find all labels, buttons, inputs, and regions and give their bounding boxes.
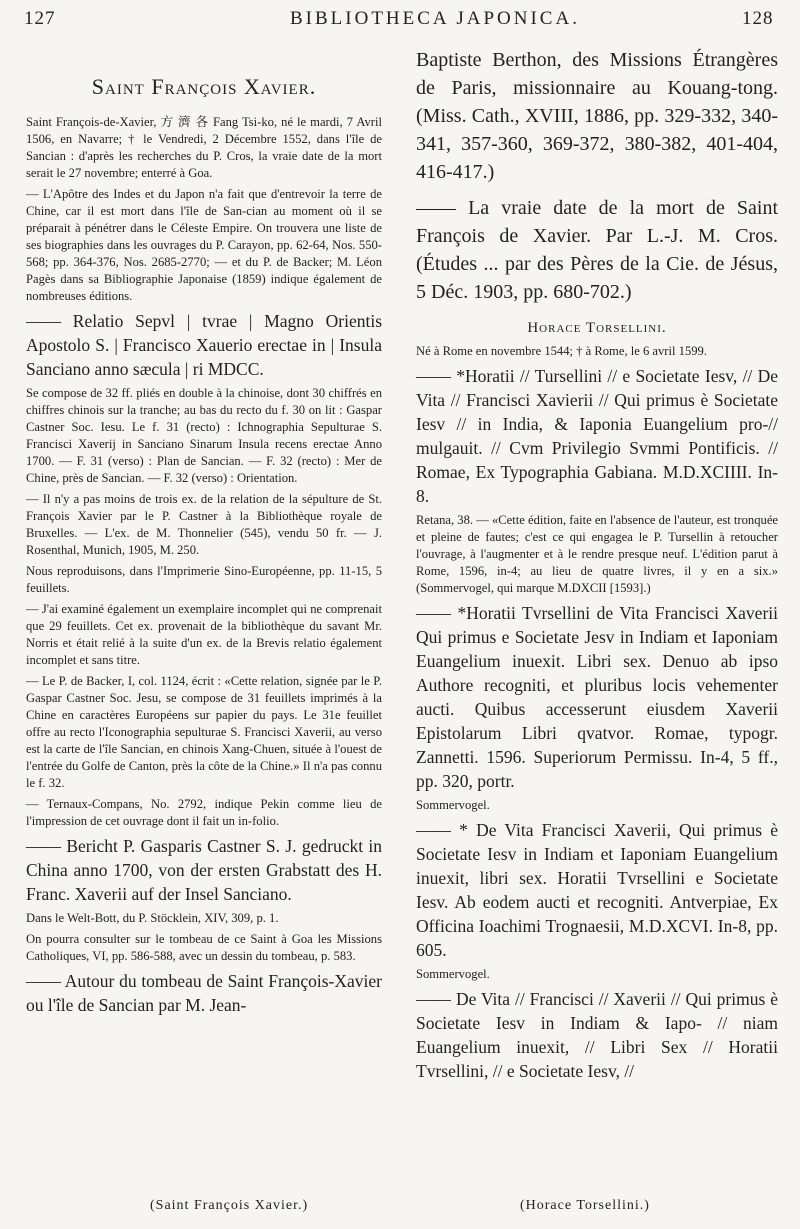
entry-autour-title: —— Autour du tombeau de Saint François-Xavier ou l'île de Sancian par M. Jean- xyxy=(26,971,382,1015)
entry-autour-continued: Baptiste Berthon, des Missions Étrangères de Paris, missionnaire au Kouang-tong. (Miss. Cath., XVIII, 1886, pp. 329-332, 340-341, 357-360, 369-372, 380-382, 401-404, 416-417.) xyxy=(416,49,778,183)
entry-relatio-note: — J'ai examiné également un exemplaire incomplet qui ne comprenait que 29 feuillets. Cet ex. provenait de la bibliothèque du savant Mr. Norris et était relié à la suite d'un ex. de la Brevis relatio également incomplet et sans titre. xyxy=(26,602,382,667)
entry-bericht-title: —— Bericht P. Gasparis Castner S. J. gedruckt in China anno 1700, von der ersten Grabstatt des H. Franc. Xaverii auf der Insel Sanciano. xyxy=(26,836,382,904)
entry-bericht-note: On pourra consulter sur le tombeau de ce Saint à Goa les Missions Catholiques, VI, pp. 586-588, avec un dessin du tombeau, p. 583. xyxy=(26,932,382,963)
entry-bericht-desc: Dans le Welt-Bott, du P. Stöcklein, XIV, 309, p. 1. xyxy=(26,911,279,925)
entry-horatii-1594: —— *Horatii // Tursellini // e Societate Iesv, // De Vita // Francisci Xavierii // Qui primus è Societate Iesv // in India, & Iaponia Euangelium pro-// mulgauit. // Cvm Privilegio Svmmi Pontificis. // Romae, Ex Typographia Gabiana. M.D.XCIIII. In-8. xyxy=(416,366,778,506)
entry-relatio-note: — Il n'y a pas moins de trois ex. de la relation de la sépulture de St. François Xavier par le P. Castner à la Bibliothèque royale de Bruxelles. — L'ex. de M. Thonnelier (545), vendu 50 fr. — J. Rosenthal, Munich, 1905, M. 250. xyxy=(26,492,382,557)
entry-note: Sommervogel. xyxy=(416,798,490,812)
footer-right: (Horace Torsellini.) xyxy=(520,1198,650,1213)
author-bio: Né à Rome en novembre 1544; † à Rome, le 6 avril 1599. xyxy=(416,344,707,358)
entry-vraie-date: —— La vraie date de la mort de Saint François de Xavier. Par L.-J. M. Cros. (Études ... par des Pères de la Cie. de Jésus, 5 Déc. 1903, pp. 680-702.) xyxy=(416,197,778,303)
left-column xyxy=(26,46,382,1021)
entry-note: Retana, 38. — «Cette édition, faite en l'absence de l'auteur, est tronquée et pleine de fautes; c'est ce qui engagea le P. Tursellin à retoucher l'ouvrage, à l'augmenter et à le rendre presque neuf. L'édition parut à Rome, 1596, in-4; au lieu de quatre livres, il y en a six.» (Sommervogel, qui marque M.DXCII [1593].) xyxy=(416,513,778,595)
section-title: Saint François Xavier. xyxy=(91,74,317,99)
entry-note: Sommervogel. xyxy=(416,967,490,981)
page-number-right: 128 xyxy=(742,8,774,29)
entry-relatio-title: —— Relatio Sepvl | tvrae | Magno Orientis Apostolo S. | Francisco Xauerio erectae in | Insula Sanciano anno sæcula | ri MDCC. xyxy=(26,311,382,379)
entry-relatio-note: Nous reproduisons, dans l'Imprimerie Sino-Européenne, pp. 11-15, 5 feuillets. xyxy=(26,564,382,595)
entry-relatio-desc: Se compose de 32 ff. pliés en double à la chinoise, dont 30 chiffrés en chiffres chinois sur la tranche; au bas du recto du f. 30 on lit : Gaspar Castner Soc. Iesu. Le f. 31 (recto) : Ichnographia Sepulturae S. Francisci Xaverij in Sanciano Sinarum Insula recens erectae Anno 1700. — F. 31 (verso) : Plan de Sancian. — F. 32 (recto) : Mer de Chine, près de Sancian. — F. 32 (verso) : Orientation. xyxy=(26,386,382,485)
running-title: BIBLIOTHECA JAPONICA. xyxy=(290,8,580,29)
bio-paragraph: Saint François-de-Xavier, 方 濟 各 Fang Tsi-ko, né le mardi, 7 Avril 1506, en Navarre; † le Vendredi, 2 Décembre 1552, dans l'île de Sancian : d'après les recherches du P. Cros, la vraie date de la mort serait le 27 novembre; enterré à Goa. xyxy=(26,115,382,180)
page-number-left: 127 xyxy=(24,8,56,29)
author-heading: Horace Torsellini. xyxy=(527,320,667,336)
running-header xyxy=(0,0,800,40)
right-column xyxy=(416,46,778,1087)
footer-left: (Saint François Xavier.) xyxy=(150,1198,309,1213)
apotre-paragraph: — L'Apôtre des Indes et du Japon n'a fait que d'entrevoir la terre de Chine, car il est mort dans l'île de San-cian au moment où il se préparait à pénétrer dans le Céleste Empire. On trouvera une liste de ses biographies dans les ouvrages du P. Carayon, pp. 62-64, Nos. 550-568; pp. 364-376, Nos. 2685-2770; — et du P. de Backer; M. Léon Pagès dans sa Bibliographie Japonaise (1859) indique également de nombreuses éditions. xyxy=(26,187,382,303)
entry-horatii-1596-rome: —— *Horatii Tvrsellini de Vita Francisci Xaverii Qui primus e Societate Jesv in Indiam et Iaponiam Euangelium inuexit. Libri sex. Denuo ab ipso Authore recogniti, et pluribus locis vehementer aucti. Quibus accesserunt eiusdem Xaverii Epistolarum Libri qvatvor. Romae, typogr. Zannetti. 1596. Superiorum Permissu. In-4, 5 ff., pp. 320, portr. xyxy=(416,603,778,791)
entry-relatio-note: — Ternaux-Compans, No. 2792, indique Pekin comme lieu de l'impression de cet ouvrage dont il fait un in-folio. xyxy=(26,797,382,828)
entry-horatii-1596-antverp: —— * De Vita Francisci Xaverii, Qui primus è Societate Iesv in Indiam et Iaponiam Euangelium inuexit, libri sex. Horatii Tvrsellini e Societate Iesv. Ab eodem aucti et recogniti. Antverpiae, Ex Officina Ioachimi Trognaesii, M.D.XCVI. In-8, pp. 605. xyxy=(416,820,778,960)
entry-de-vita: —— De Vita // Francisci // Xaverii // Qui primus è Societate Iesv in Indiam & Iapo- // niam Euangelium inuexit, // Libri Sex // Horatii Tvrsellini, // e Societate Iesv, // xyxy=(416,989,778,1081)
entry-relatio-note: — Le P. de Backer, I, col. 1124, écrit : «Cette relation, signée par le P. Gaspar Castner Soc. Jesu, se compose de 31 feuillets imprimés à la Chine en caractères Européens sur papier du pays. Le 31e feuillet offre au recto l'Iconographia sepulturae S. Francisci Xaverii, au verso est la carte de l'île Sancian, en chinois Xang-Chuen, située à l'ouest de l'entrée du Golfe de Canton, près la côte de la Chine.» Il n'a pas connu le f. 32. xyxy=(26,674,382,790)
